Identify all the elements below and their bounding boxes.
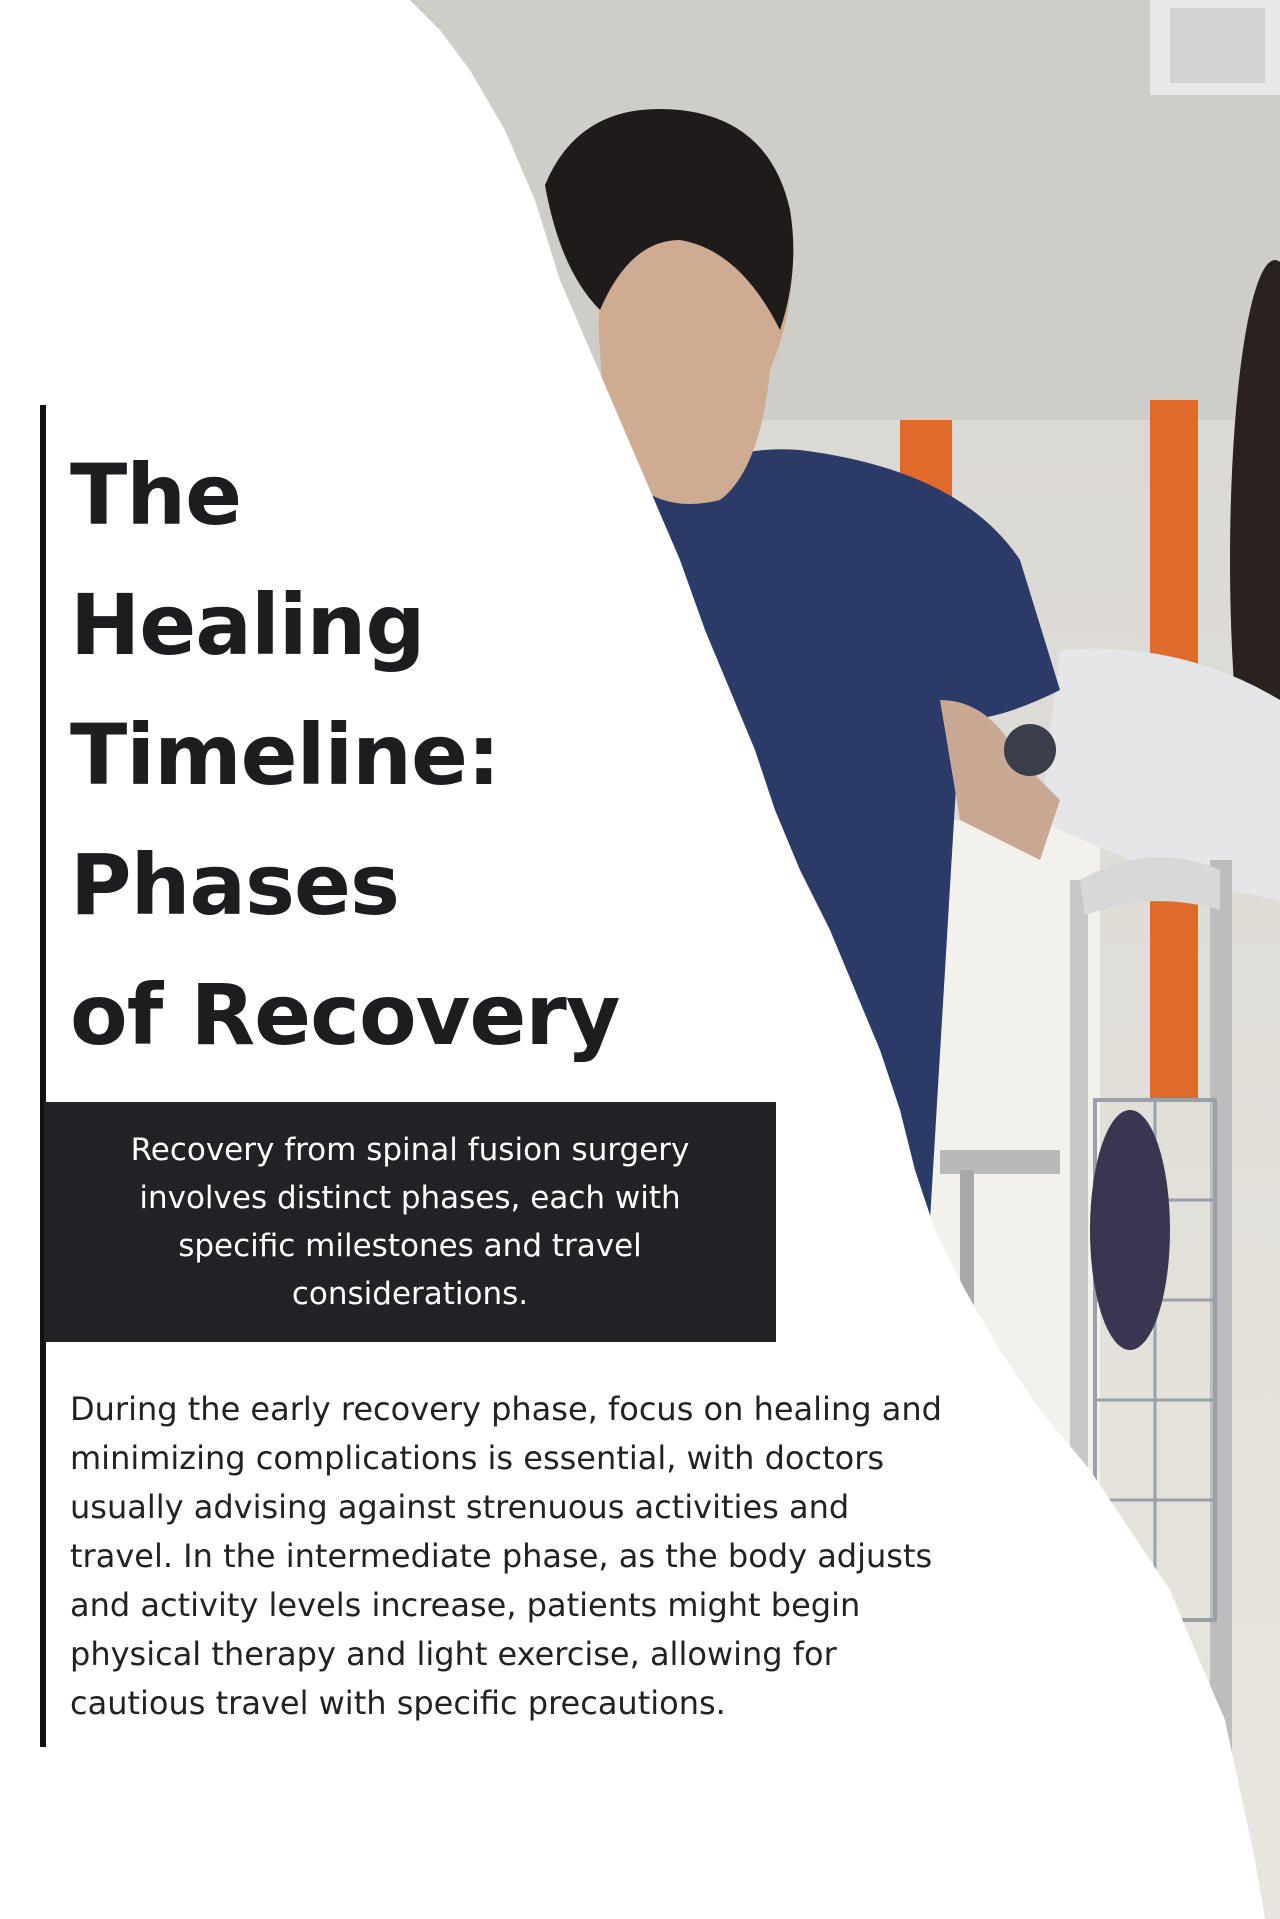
title-line: Phases <box>70 836 400 934</box>
title-line: of Recovery <box>70 966 620 1064</box>
accent-rule <box>40 405 46 1747</box>
title-line: The <box>70 446 242 544</box>
intro-callout <box>44 1102 776 1342</box>
title-line: Healing <box>70 576 425 674</box>
title-line: Timeline: <box>70 706 500 804</box>
intro-text: Recovery from spinal fusion surgery involves distinct phases, each with specific milestones and travel considerations. <box>130 1132 690 1312</box>
body-paragraph: During the early recovery phase, focus on healing and minimizing complications is essential, with doctors usually advising against strenuous activities and travel. In the intermediate phase, as the body adjusts and activity levels increase, patients might begin physical therapy and light exercise, allowing for cautious travel with specific precautions. <box>70 1390 942 1722</box>
page-title <box>70 430 690 1080</box>
